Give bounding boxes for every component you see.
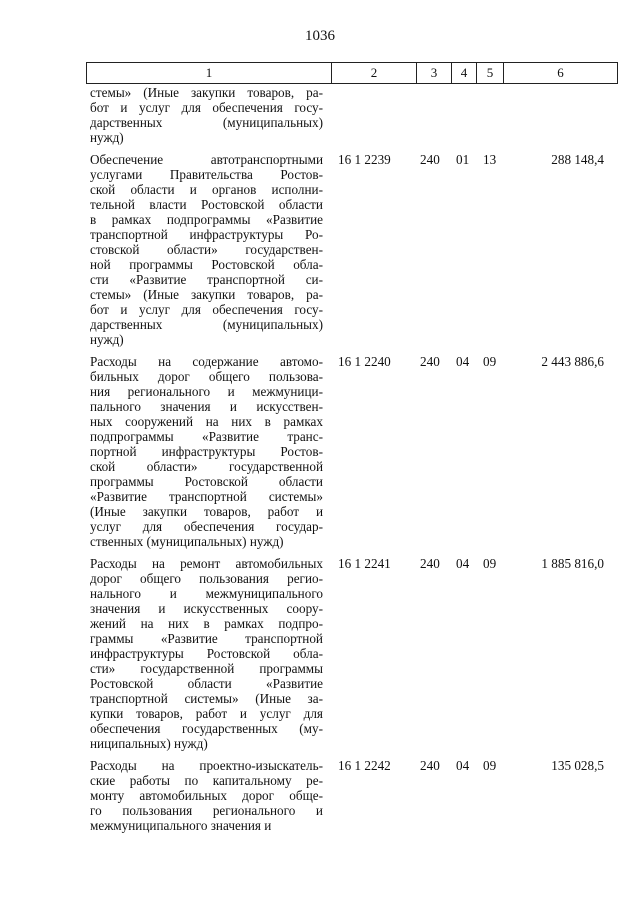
description-line: портной инфраструктуры Ростов- <box>90 444 323 459</box>
row-description <box>90 758 323 833</box>
column-header-6: 6 <box>503 63 617 83</box>
description-line: Расходы на содержание автомо- <box>90 354 323 369</box>
description-line: бот и услуг для обеспечения госу- <box>90 100 323 115</box>
description-line: Ростовской области «Развитие <box>90 676 323 691</box>
row-code: 16 1 2241 <box>338 556 391 571</box>
row-code: 16 1 2242 <box>338 758 391 773</box>
column-header-4: 4 <box>451 63 476 83</box>
row-code: 16 1 2239 <box>338 152 391 167</box>
description-line: граммы «Развитие транспортной <box>90 631 323 646</box>
description-line: тельной власти Ростовской области <box>90 197 323 212</box>
row-expense-type: 240 <box>420 556 440 571</box>
row-amount: 1 885 816,0 <box>541 556 604 571</box>
row-expense-type: 240 <box>420 758 440 773</box>
description-line: ские работы по капитальному ре- <box>90 773 323 788</box>
row-description <box>90 85 323 145</box>
description-line: ния регионального и межмуници- <box>90 384 323 399</box>
description-line: бильных дорог общего пользова- <box>90 369 323 384</box>
description-line: ственных (муниципальных) нужд) <box>90 534 284 549</box>
column-header-1: 1 <box>205 65 213 80</box>
description-line: дорог общего пользования регио- <box>90 571 323 586</box>
description-line: монту автомобильных дорог обще- <box>90 788 323 803</box>
row-description <box>90 152 323 347</box>
description-line: ниципальных) нужд) <box>90 736 208 751</box>
description-line: «Развитие транспортной системы» <box>90 489 323 504</box>
description-line: ных сооружений на них в рамках <box>90 414 323 429</box>
description-line: нужд) <box>90 130 124 145</box>
row-section: 04 <box>456 556 470 571</box>
row-description <box>90 354 323 549</box>
description-line: жений на них в рамках подпро- <box>90 616 323 631</box>
row-subsection: 09 <box>483 556 497 571</box>
description-line: подпрограммы «Развитие транс- <box>90 429 323 444</box>
row-section: 01 <box>456 152 470 167</box>
column-header-5: 5 <box>476 63 503 83</box>
description-line: межмуниципального значения и <box>90 818 272 833</box>
description-line: транспортной инфраструктуры Ро- <box>90 227 323 242</box>
description-line: ной программы Ростовской обла- <box>90 257 323 272</box>
description-line: (Иные закупки товаров, работ и <box>90 504 323 519</box>
row-subsection: 13 <box>483 152 497 167</box>
table-header <box>86 62 618 84</box>
description-line: дарственных (муниципальных) <box>90 317 323 332</box>
row-description <box>90 556 323 751</box>
description-line: стемы» (Иные закупки товаров, ра- <box>90 85 323 100</box>
description-line: Расходы на ремонт автомобильных <box>90 556 323 571</box>
row-amount: 288 148,4 <box>551 152 604 167</box>
row-section: 04 <box>456 758 470 773</box>
description-line: Обеспечение автотранспортными <box>90 152 323 167</box>
row-amount: 135 028,5 <box>551 758 604 773</box>
description-line: купки товаров, работ и услуг для <box>90 706 323 721</box>
row-subsection: 09 <box>483 758 497 773</box>
budget-table <box>86 62 618 833</box>
row-code: 16 1 2240 <box>338 354 391 369</box>
description-line: услуг для обеспечения государ- <box>90 519 323 534</box>
description-line: значения и искусственных соору- <box>90 601 323 616</box>
row-subsection: 09 <box>483 354 497 369</box>
description-line: обеспечения государственных (му- <box>90 721 323 736</box>
page-number: 1036 <box>305 28 335 44</box>
description-line: нужд) <box>90 332 124 347</box>
description-line: программы Ростовской области <box>90 474 323 489</box>
description-line: пального значения и искусствен- <box>90 399 323 414</box>
description-line: транспортной системы» (Иные за- <box>90 691 323 706</box>
description-line: инфраструктуры Ростовской обла- <box>90 646 323 661</box>
row-expense-type: 240 <box>420 152 440 167</box>
row-expense-type: 240 <box>420 354 440 369</box>
row-amount: 2 443 886,6 <box>541 354 604 369</box>
column-header-2: 2 <box>331 63 416 83</box>
description-line: дарственных (муниципальных) <box>90 115 323 130</box>
description-line: стемы» (Иные закупки товаров, ра- <box>90 287 323 302</box>
description-line: бот и услуг для обеспечения госу- <box>90 302 323 317</box>
description-line: стовской области» государствен- <box>90 242 323 257</box>
description-line: сти «Развитие транспортной си- <box>90 272 323 287</box>
description-line: сти» государственной программы <box>90 661 323 676</box>
description-line: ской области» государственной <box>90 459 323 474</box>
description-line: в рамках подпрограммы «Развитие <box>90 212 323 227</box>
description-line: го пользования регионального и <box>90 803 323 818</box>
description-line: услугами Правительства Ростов- <box>90 167 323 182</box>
row-section: 04 <box>456 354 470 369</box>
description-line: Расходы на проектно-изыскатель- <box>90 758 323 773</box>
description-line: нального и межмуниципального <box>90 586 323 601</box>
column-header-3: 3 <box>416 63 451 83</box>
description-line: ской области и органов исполни- <box>90 182 323 197</box>
